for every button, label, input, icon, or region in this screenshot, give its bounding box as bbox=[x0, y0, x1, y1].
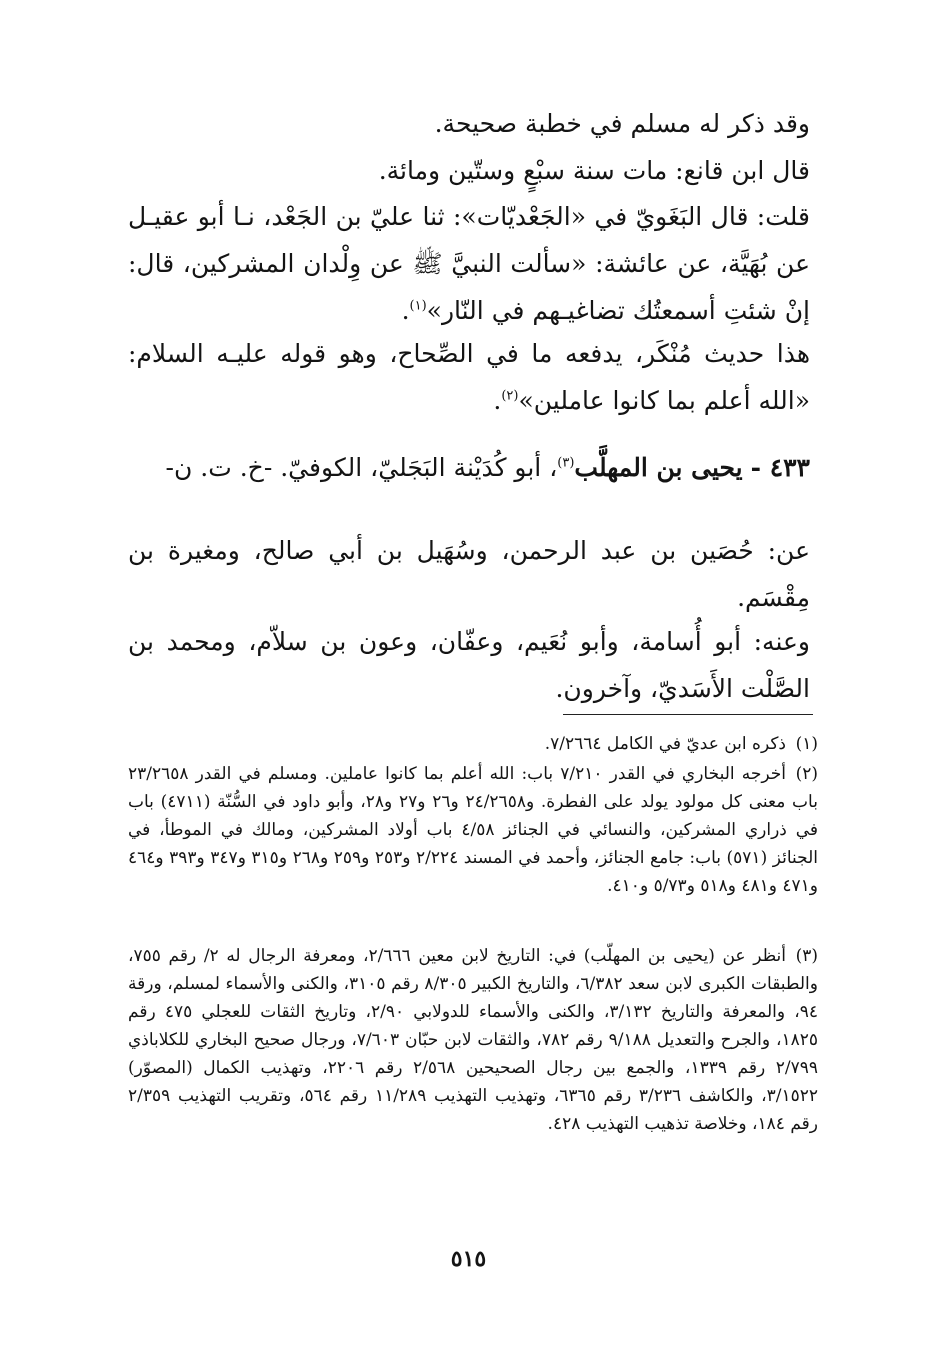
paragraph-narrated-from bbox=[128, 527, 810, 621]
paragraph-narrated-by-text: وعنه: أبو أُسامة، وأبو نُعَيم، وعفّان، وعون بن سلاّم، ومحمد بن الصَّلْت الأَسَديّ، وآخرون. bbox=[128, 627, 810, 703]
footnote-separator bbox=[563, 714, 813, 715]
footnote-1 bbox=[128, 730, 818, 758]
entry-number: ٤٣٣ - bbox=[750, 453, 810, 482]
footnote-1-mark: (١) bbox=[795, 734, 818, 754]
main-text bbox=[128, 100, 810, 194]
footnote-3-mark: (٣) bbox=[795, 946, 818, 966]
footnote-1-text: ذكره ابن عديّ في الكامل ٧/٢٦٦٤. bbox=[544, 734, 786, 754]
footnote-ref-1: (١) bbox=[409, 298, 427, 314]
footnote-2-mark: (٢) bbox=[795, 764, 819, 784]
paragraph-baghawi: قلت: قال البَغَويّ في «الجَعْديّات»: ثنا عليّ بن الجَعْد، نـا أبو عقيـل عن بُهَيَّة، عن عائشة: «سألت النبيَّ ﷺ عن وِلْدان المشركين، قال: إنْ شئتِ أسمعتُك تضاغيـهم في النّار»$^{(١)}$. bbox=[128, 202, 810, 325]
paragraph-muslim-mention: وقد ذكر له مسلم في خطبة صحيحة. bbox=[434, 109, 810, 138]
footnote-3-text: أنظر عن (يحيى بن المهلّب) في: التاريخ لابن معين ٢/٦٦٦، ومعرفة الرجال له ٢/ رقم ٧٥٥، والطبقات الكبرى لابن سعد ٦/٣٨٢، والتاريخ الكبير ٨/٣٠٥ رقم ٣١٠٥، والكنى والأسماء لمسلم، ورقة ٩٤، والمعرفة والتاريخ ٣/١٣٢، والكنى والأسماء للدولابي ٢/٩٠، وتاريخ الثقات للعجلي ٤٧٥ رقم ١٨٢٥، والجرح والتعديل ٩/١٨٨ رقم ٧٨٢، والثقات لابن حبّان ٧/٦٠٣، ورجال صحيح البخاري للكلاباذي ٢/٧٩٩ رقم ١٣٣٩، والجمع بين رجال الصحيحين ٢/٥٦٨ رقم ٢٢٠٦، وتهذيب الكمال (المصوّر) ٣/١٥٢٢، والكاشف ٣/٢٣٦ رقم ٦٣٦٥، وتهذيب التهذيب ١١/٢٨٩ رقم ٥٦٤، وتقريب التهذيب ٢/٣٥٩ رقم ١٨٤، وخلاصة تذهيب التهذيب ٤٢٨. bbox=[128, 946, 819, 1134]
footnote-ref-2: (٢) bbox=[501, 388, 519, 404]
entry-rest: ، أبو كُدَيْنة البَجَليّ، الكوفيّ. -خ. ت. ن- bbox=[165, 453, 558, 482]
footnote-ref-3: (٣) bbox=[557, 455, 575, 471]
page-number: ٥١٥ bbox=[450, 1246, 487, 1272]
footnote-2-text: أخرجه البخاري في القدر ٧/٢١٠ باب: الله أعلم بما كانوا عاملين. ومسلم في القدر ٢٣/٢٦٥٨ باب معنى كل مولود يولد على الفطرة. و٢٤/٢٦٥٨ و٢٦ و٢٧ و٢٨، وأبو داود في السُّنّة (٤٧١١) باب في ذراري المشركين، والنسائي في الجنائز ٤/٥٨ باب أولاد المشركين، ومالك في الموطأ، في الجنائز (٥٧١) باب: جامع الجنائز، وأحمد في المسند ٢/٢٢٤ و٢٥٣ و٢٥٩ و٢٦٨ و٣١٥ و٣٤٧ و٣٩٣ و٤٦٤ و٤٧١ و٤٨١ و٥١٨ و٥/٧٣ و٤١٠. bbox=[128, 764, 819, 896]
entry-name: يحيى بن المهلَّب bbox=[574, 453, 743, 482]
paragraph-narrated-by bbox=[128, 618, 810, 712]
paragraph-narrated-from-text: عن: حُصَين بن عبد الرحمن، وسُهَيل بن أبي صالح، ومغيرة بن مِقْسَم. bbox=[128, 536, 810, 612]
paragraph-death-date: قال ابن قانع: مات سنة سبْعٍ وستّين ومائة. bbox=[378, 156, 810, 185]
entry-heading bbox=[128, 444, 810, 491]
paragraph-hadith-comment-text: هذا حديث مُنْكَر، يدفعه ما في الصِّحاح، وهو قوله عليـه السلام: «الله أعلم بما كانوا عاملين» bbox=[128, 339, 810, 415]
paragraph-hadith-comment: هذا حديث مُنْكَر، يدفعه ما في الصِّحاح، وهو قوله عليـه السلام: «الله أعلم بما كانوا عاملين»$^{(٢)}$. bbox=[128, 339, 810, 415]
paragraph-baghawi-text: قلت: قال البَغَويّ في «الجَعْديّات»: ثنا عليّ بن الجَعْد، نـا أبو عقيـل عن بُهَيَّة، عن عائشة: «سألت النبيَّ ﷺ عن وِلْدان المشركين، قال: إنْ شئتِ أسمعتُك تضاغيـهم في النّار» bbox=[128, 202, 810, 325]
footnote-3 bbox=[128, 942, 818, 1138]
footnote-2 bbox=[128, 760, 818, 900]
